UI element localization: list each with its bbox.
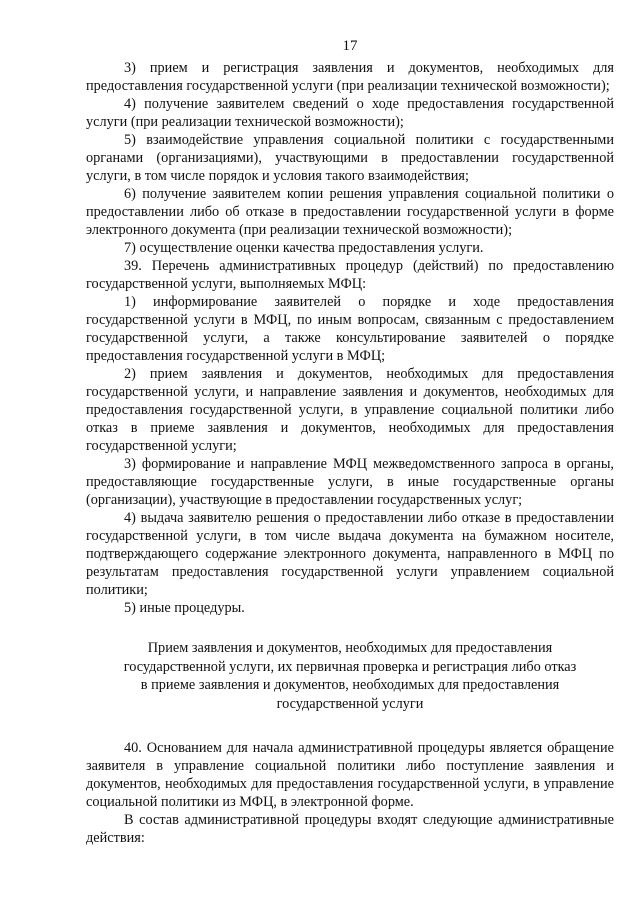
list-item: 4) получение заявителем сведений о ходе предоставления государственной услуги (при реализации технической возможности); bbox=[86, 96, 614, 130]
clause-40: 40. Основанием для начала административной процедуры является обращение заявителя в управление социальной политики либо поступление заявления и документов, необходимых для предоставления государственной услуги, в управление социальной политики из МФЦ, в электронной форме. bbox=[86, 740, 614, 810]
section-heading-line: в приеме заявления и документов, необходимых для предоставления bbox=[140, 677, 560, 693]
clause-39-intro: 39. Перечень административных процедур (действий) по предоставлению государственной услуги, выполняемых МФЦ: bbox=[86, 258, 614, 292]
list-before-heading bbox=[86, 59, 614, 617]
section-heading-line: государственной услуги bbox=[276, 695, 424, 712]
list-item: 7) осуществление оценки качества предоставления услуги. bbox=[124, 240, 484, 256]
list-item: 6) получение заявителем копии решения управления социальной политики о предоставлении либо об отказе в предоставлении государственной услуги в форме электронного документа (при реализации технической возможности); bbox=[86, 186, 614, 238]
section-heading-line: государственной услуги, их первичная проверка и регистрация либо отказ bbox=[123, 658, 577, 675]
admin-actions-intro: В состав административной процедуры входят следующие административные действия: bbox=[86, 812, 614, 846]
list-item: 3) формирование и направление МФЦ межведомственного запроса в органы, предоставляющие государственные услуги, в иные государственные органы (организации), участвующие в предоставлении государственных услуг; bbox=[86, 456, 614, 508]
list-item: 1) информирование заявителей о порядке и ходе предоставления государственной услуги в МФЦ, по иным вопросам, связанным с предоставлением государственной услуги, а также консультирование заявителей о порядке предоставления государственной услуги в МФЦ; bbox=[86, 294, 614, 364]
page-number: 17 bbox=[342, 38, 358, 54]
list-item: 2) прием заявления и документов, необходимых для предоставления государственной услуги, и направление заявления и документов, необходимых для предоставления государственной услуги, в управление социальной политики либо отказ в приеме заявления и документов, необходимых для предоставления государственной услуги; bbox=[86, 366, 614, 454]
section-heading bbox=[86, 639, 614, 713]
list-item: 3) прием и регистрация заявления и документов, необходимых для предоставления государственной услуги (при реализации технической возможности); bbox=[86, 60, 614, 94]
list-after-heading bbox=[86, 739, 614, 847]
spacer bbox=[86, 713, 614, 739]
list-item: 5) иные процедуры. bbox=[124, 600, 245, 616]
list-item: 4) выдача заявителю решения о предоставлении либо отказе в предоставлении государственной услуги, в том числе выдача документа на бумажном носителе, подтверждающего содержание электронного документа, направленного в МФЦ по результатам предоставления государственной услуги управлением социальной политики; bbox=[86, 510, 614, 598]
list-item: 5) взаимодействие управления социальной политики с государственными органами (организациями), участвующими в предоставлении государственной услуги, в том числе порядок и условия такого взаимодействия; bbox=[86, 132, 614, 184]
section-heading-line: Прием заявления и документов, необходимых для предоставления bbox=[147, 640, 553, 656]
